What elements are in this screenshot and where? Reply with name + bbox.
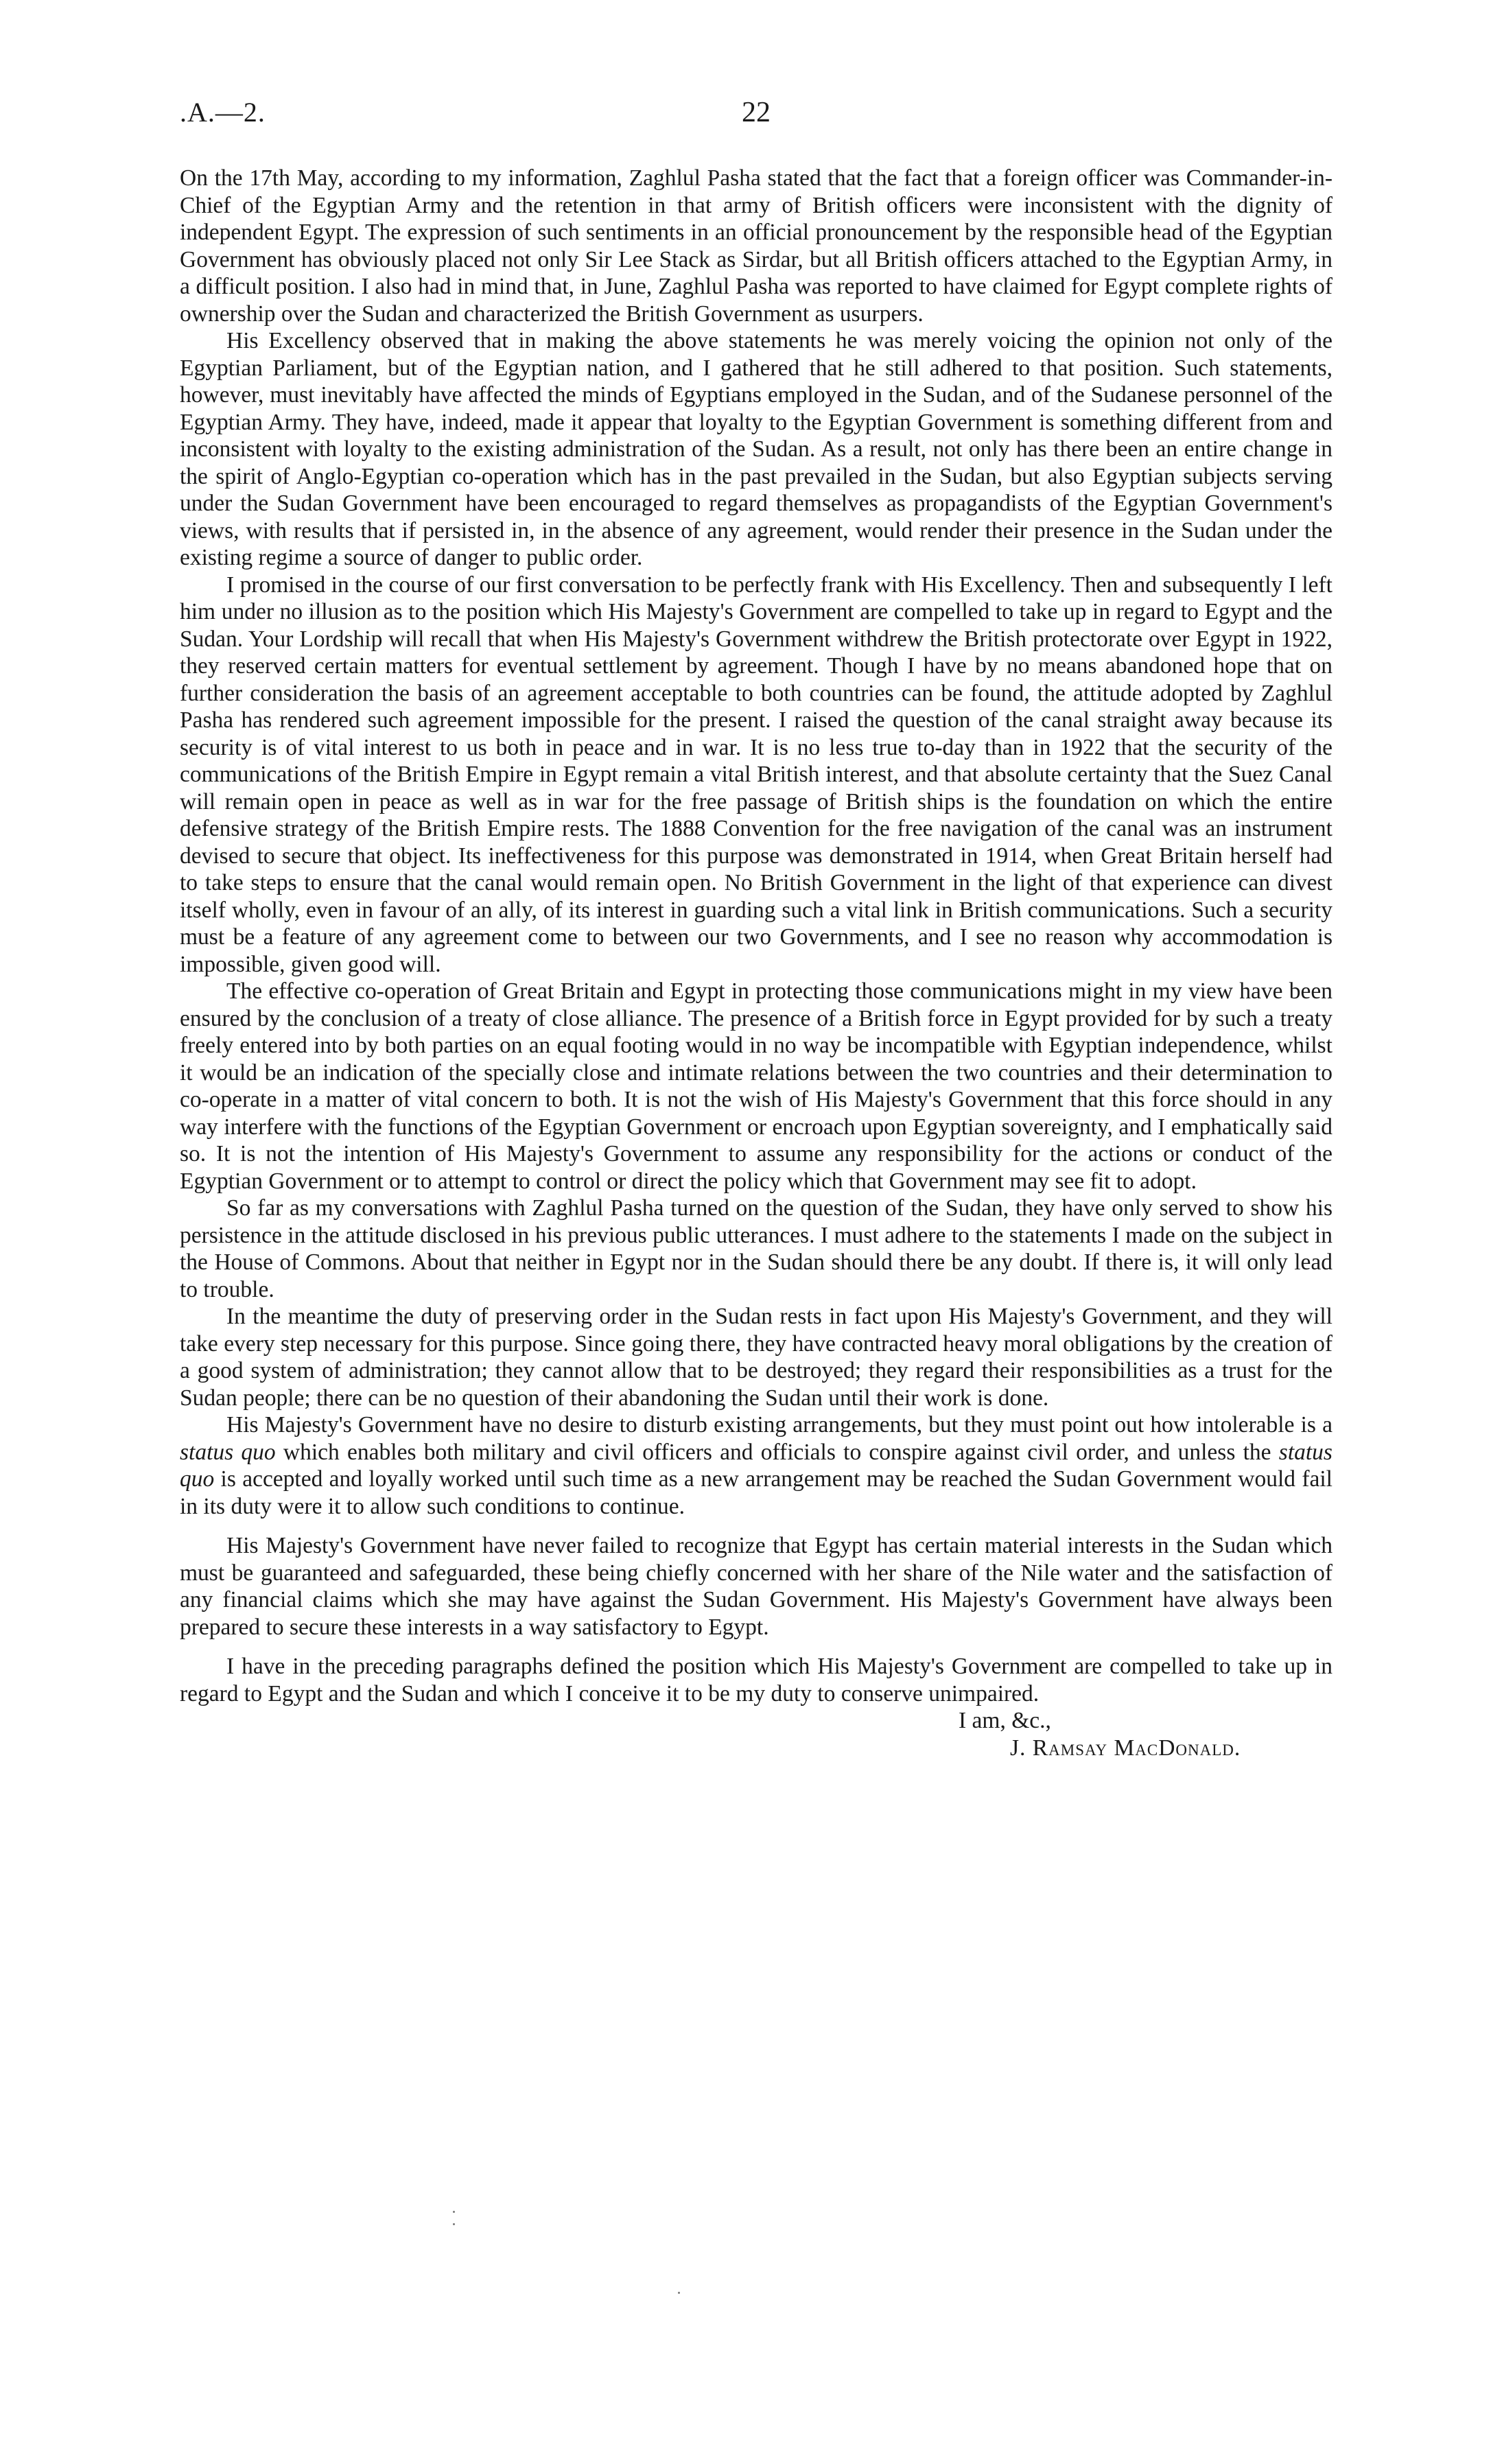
signature: J. Ramsay MacDonald.	[1010, 1735, 1241, 1761]
italic-phrase: status quo	[180, 1439, 1332, 1492]
paragraph: So far as my conversations with Zaghlul Pasha turned on the question of the Sudan, they have only served to show his persistence in the attitude disclosed in his previous public utterances. I must adhere to the statements I made on the subject in the House of Commons. About that neither in Egypt nor in the Sudan should there be any doubt. If there is, it will only lead to trouble.	[180, 1195, 1332, 1302]
paragraph: His Majesty's Government have never failed to recognize that Egypt has certain material interests in the Sudan which must be guaranteed and safeguarded, these being chiefly concerned with her share of the Nile water and the satisfaction of any financial claims which she may have against the Sudan Government. His Majesty's Government have always been prepared to secure these interests in a way satisfactory to Egypt.	[180, 1533, 1332, 1640]
paragraph: I have in the preceding paragraphs defined the position which His Majesty's Government are compelled to take up in regard to Egypt and the Sudan and which I conceive it to be my duty to conserve unimpaired.	[180, 1654, 1332, 1706]
italic-phrase: status quo	[180, 1439, 276, 1465]
letter-closing	[180, 1707, 1332, 1762]
paragraph: In the meantime the duty of preserving order in the Sudan rests in fact upon His Majesty's Government, and they will take every step necessary for this purpose. Since going there, they have contracted heavy moral obligations by the creation of a good system of administration; they cannot allow that to be destroyed; they regard their responsibilities as a trust for the Sudan people; there can be no question of their abandoning the Sudan until their work is done.	[180, 1304, 1332, 1411]
page-header	[180, 96, 1332, 151]
paragraph: The effective co-operation of Great Britain and Egypt in protecting those communications might in my view have been ensured by the conclusion of a treaty of close alliance. The presence of a British force in Egypt provided for by such a treaty freely entered into by both parties on an equal footing would in no way be incompatible with Egyptian independence, whilst it would be an indication of the specially close and intimate relations between the two countries and their determination to co-operate in a matter of vital concern to both. It is not the wish of His Majesty's Government that this force should in any way interfere with the functions of the Egyptian Government or encroach upon Egyptian sovereignty, and I emphatically said so. It is not the intention of His Majesty's Government to assume any responsibility for the actions or conduct of the Egyptian Government or to attempt to control or direct the policy which that Government may see fit to adopt.	[180, 978, 1332, 1194]
paragraph: His Majesty's Government have no desire to disturb existing arrangements, but they must point out how intolerable is a status quo which enables both military and civil officers and officials to conspire against civil order, and unless the status quo is accepted and loyally worked until such time as a new arrangement may be reached the Sudan Government would fail in its duty were it to allow such conditions to continue.	[180, 1412, 1332, 1519]
closing-salutation: I am, &c.,	[959, 1708, 1051, 1733]
letter-body	[180, 165, 1332, 1762]
scan-speck	[678, 2292, 680, 2294]
scan-speck	[453, 2211, 455, 2213]
document-reference: .A.—2.	[180, 97, 266, 128]
scan-speck	[453, 2223, 455, 2225]
page-number: 22	[742, 97, 771, 128]
paragraph: I promised in the course of our first conversation to be perfectly frank with His Excellency. Then and subsequently I left him under no illusion as to the position which His Majesty's Government are compelled to take up in regard to Egypt and the Sudan. Your Lordship will recall that when His Majesty's Government withdrew the British protectorate over Egypt in 1922, they reserved certain matters for eventual settlement by agreement. Though I have by no means abandoned hope that on further consideration the basis of an agreement acceptable to both countries can be found, the attitude adopted by Zaghlul Pasha has rendered such agreement impossible for the present. I raised the question of the canal straight away because its security is of vital interest to us both in peace and in war. It is no less true to-day than in 1922 that the security of the communications of the British Empire in Egypt remain a vital British interest, and that absolute certainty that the Suez Canal will remain open in peace as well as in war for the free passage of British ships is the foundation on which the entire defensive strategy of the British Empire rests. The 1888 Convention for the free navigation of the canal was an instrument devised to secure that object. Its ineffectiveness for this purpose was demonstrated in 1914, when Great Britain herself had to take steps to ensure that the canal would remain open. No British Government in the light of that experience can divest itself wholly, even in favour of an ally, of its interest in guarding such a vital link in British communications. Such a security must be a feature of any agreement come to between our two Governments, and I see no reason why accommodation is impossible, given good will.	[180, 572, 1332, 977]
paragraph: On the 17th May, according to my information, Zaghlul Pasha stated that the fact that a foreign officer was Commander-in-Chief of the Egyptian Army and the retention in that army of British officers were inconsistent with the dignity of independent Egypt. The expression of such sentiments in an official pronouncement by the responsible head of the Egyptian Government has obviously placed not only Sir Lee Stack as Sirdar, but all British officers attached to the Egyptian Army, in a difficult position. I also had in mind that, in June, Zaghlul Pasha was reported to have claimed for Egypt complete rights of ownership over the Sudan and characterized the British Government as usurpers.	[180, 165, 1332, 327]
paragraph: His Excellency observed that in making the above statements he was merely voicing the opinion not only of the Egyptian Parliament, but of the Egyptian nation, and I gathered that he still adhered to that position. Such statements, however, must inevitably have affected the minds of Egyptians employed in the Sudan, and of the Sudanese personnel of the Egyptian Army. They have, indeed, made it appear that loyalty to the Egyptian Government is something different from and inconsistent with loyalty to the existing administration of the Sudan. As a result, not only has there been an entire change in the spirit of Anglo-Egyptian co-operation which has in the past prevailed in the Sudan, but also Egyptian subjects serving under the Sudan Government have been encouraged to regard themselves as propagandists of the Egyptian Government's views, with results that if persisted in, in the absence of any agreement, would render their presence in the Sudan under the existing regime a source of danger to public order.	[180, 328, 1332, 570]
